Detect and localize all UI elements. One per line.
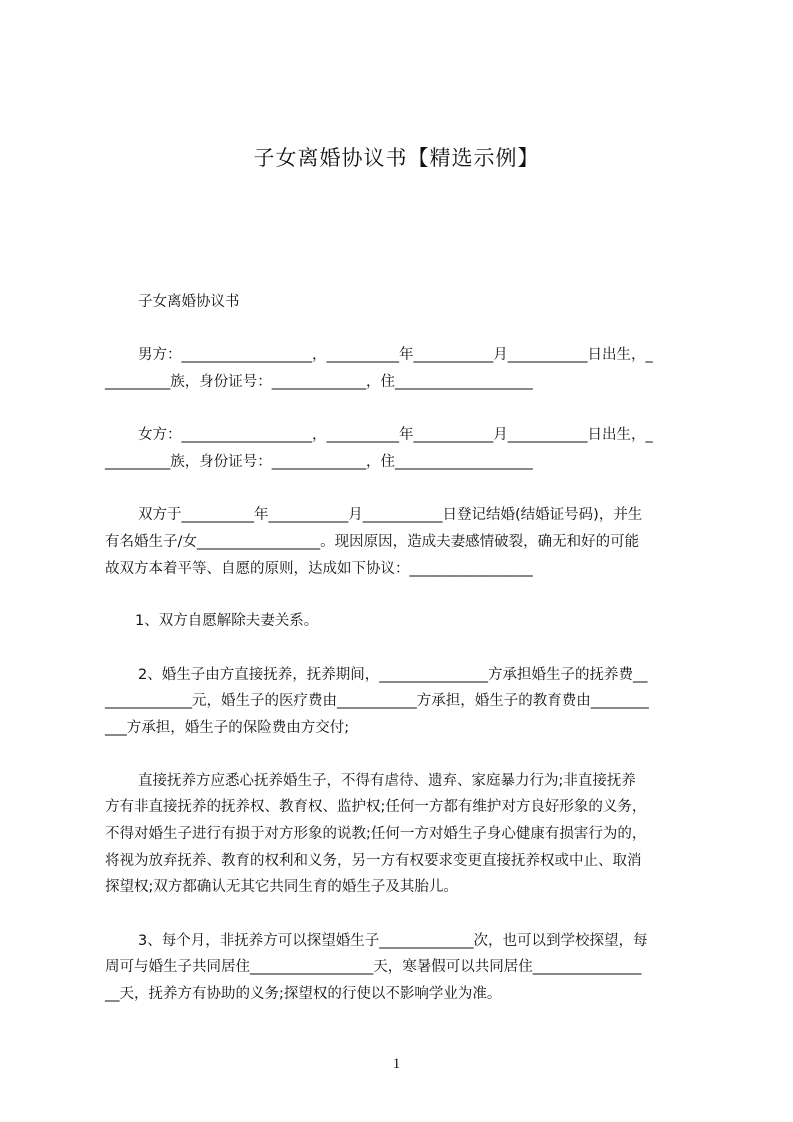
marriage-line-3: 故双方本着平等、自愿的原则，达成如下协议：_________________ — [105, 561, 533, 577]
document-title: 子女离婚协议书【精选示例】 — [253, 146, 540, 170]
marriage-line-1: 双方于__________年___________月___________日登记结婚(结婚证号码)，并生 — [138, 507, 643, 523]
custody-line-5: 探望权;双方都确认无其它共同生育的婚生子及其胎儿。 — [105, 879, 458, 895]
custody-line-3: 不得对婚生子进行有损于对方形象的说教;任何一方对婚生子身心健康有损害行为的， — [105, 826, 647, 842]
page-number: 1 — [392, 1056, 401, 1072]
clause-3-line-3: __天，抚养方有协助的义务;探望权的行使以不影响学业为准。 — [105, 986, 502, 1002]
marriage-line-2: 有名婚生子/女_________________。现因原因，造成夫妻感情破裂，确无和好的可能 — [105, 534, 640, 550]
custody-line-1: 直接抚养方应悉心抚养婚生子，不得有虐待、遗弃、家庭暴力行为;非直接抚养 — [138, 773, 636, 789]
agreement-heading: 子女离婚协议书 — [138, 294, 240, 310]
clause-3-line-1: 3、每个月，非抚养方可以探望婚生子_____________次，也可以到学校探望，每 — [138, 933, 648, 949]
husband-line-1: 男方：__________________，__________年___________月___________日出生，_ — [138, 347, 653, 363]
custody-line-2: 方有非直接抚养的抚养权、教育权、监护权;任何一方都有维护对方良好形象的义务， — [105, 799, 647, 815]
clause-3-line-2: 周可与婚生子共同居住_________________天，寒暑假可以共同居住_______________ — [105, 959, 642, 975]
clause-2-line-3: ___方承担，婚生子的保险费由方交付; — [105, 720, 350, 736]
clause-2-line-2: ____________元，婚生子的医疗费由___________方承担，婚生子的教育费由________ — [105, 693, 649, 709]
clause-2-line-1: 2、婚生子由方直接抚养，抚养期间，_______________方承担婚生子的抚养费__ — [138, 667, 648, 683]
husband-line-2: _________族，身份证号：_____________，住___________________ — [105, 374, 533, 390]
custody-line-4: 将视为放弃抚养、教育的权利和义务，另一方有权要求变更直接抚养权或中止、取消 — [105, 853, 642, 869]
clause-1: 1、双方自愿解除夫妻关系。 — [135, 613, 319, 629]
wife-line-1: 女方：__________________，__________年___________月___________日出生，_ — [138, 427, 653, 443]
wife-line-2: _________族，身份证号：_____________，住___________________ — [105, 454, 533, 470]
